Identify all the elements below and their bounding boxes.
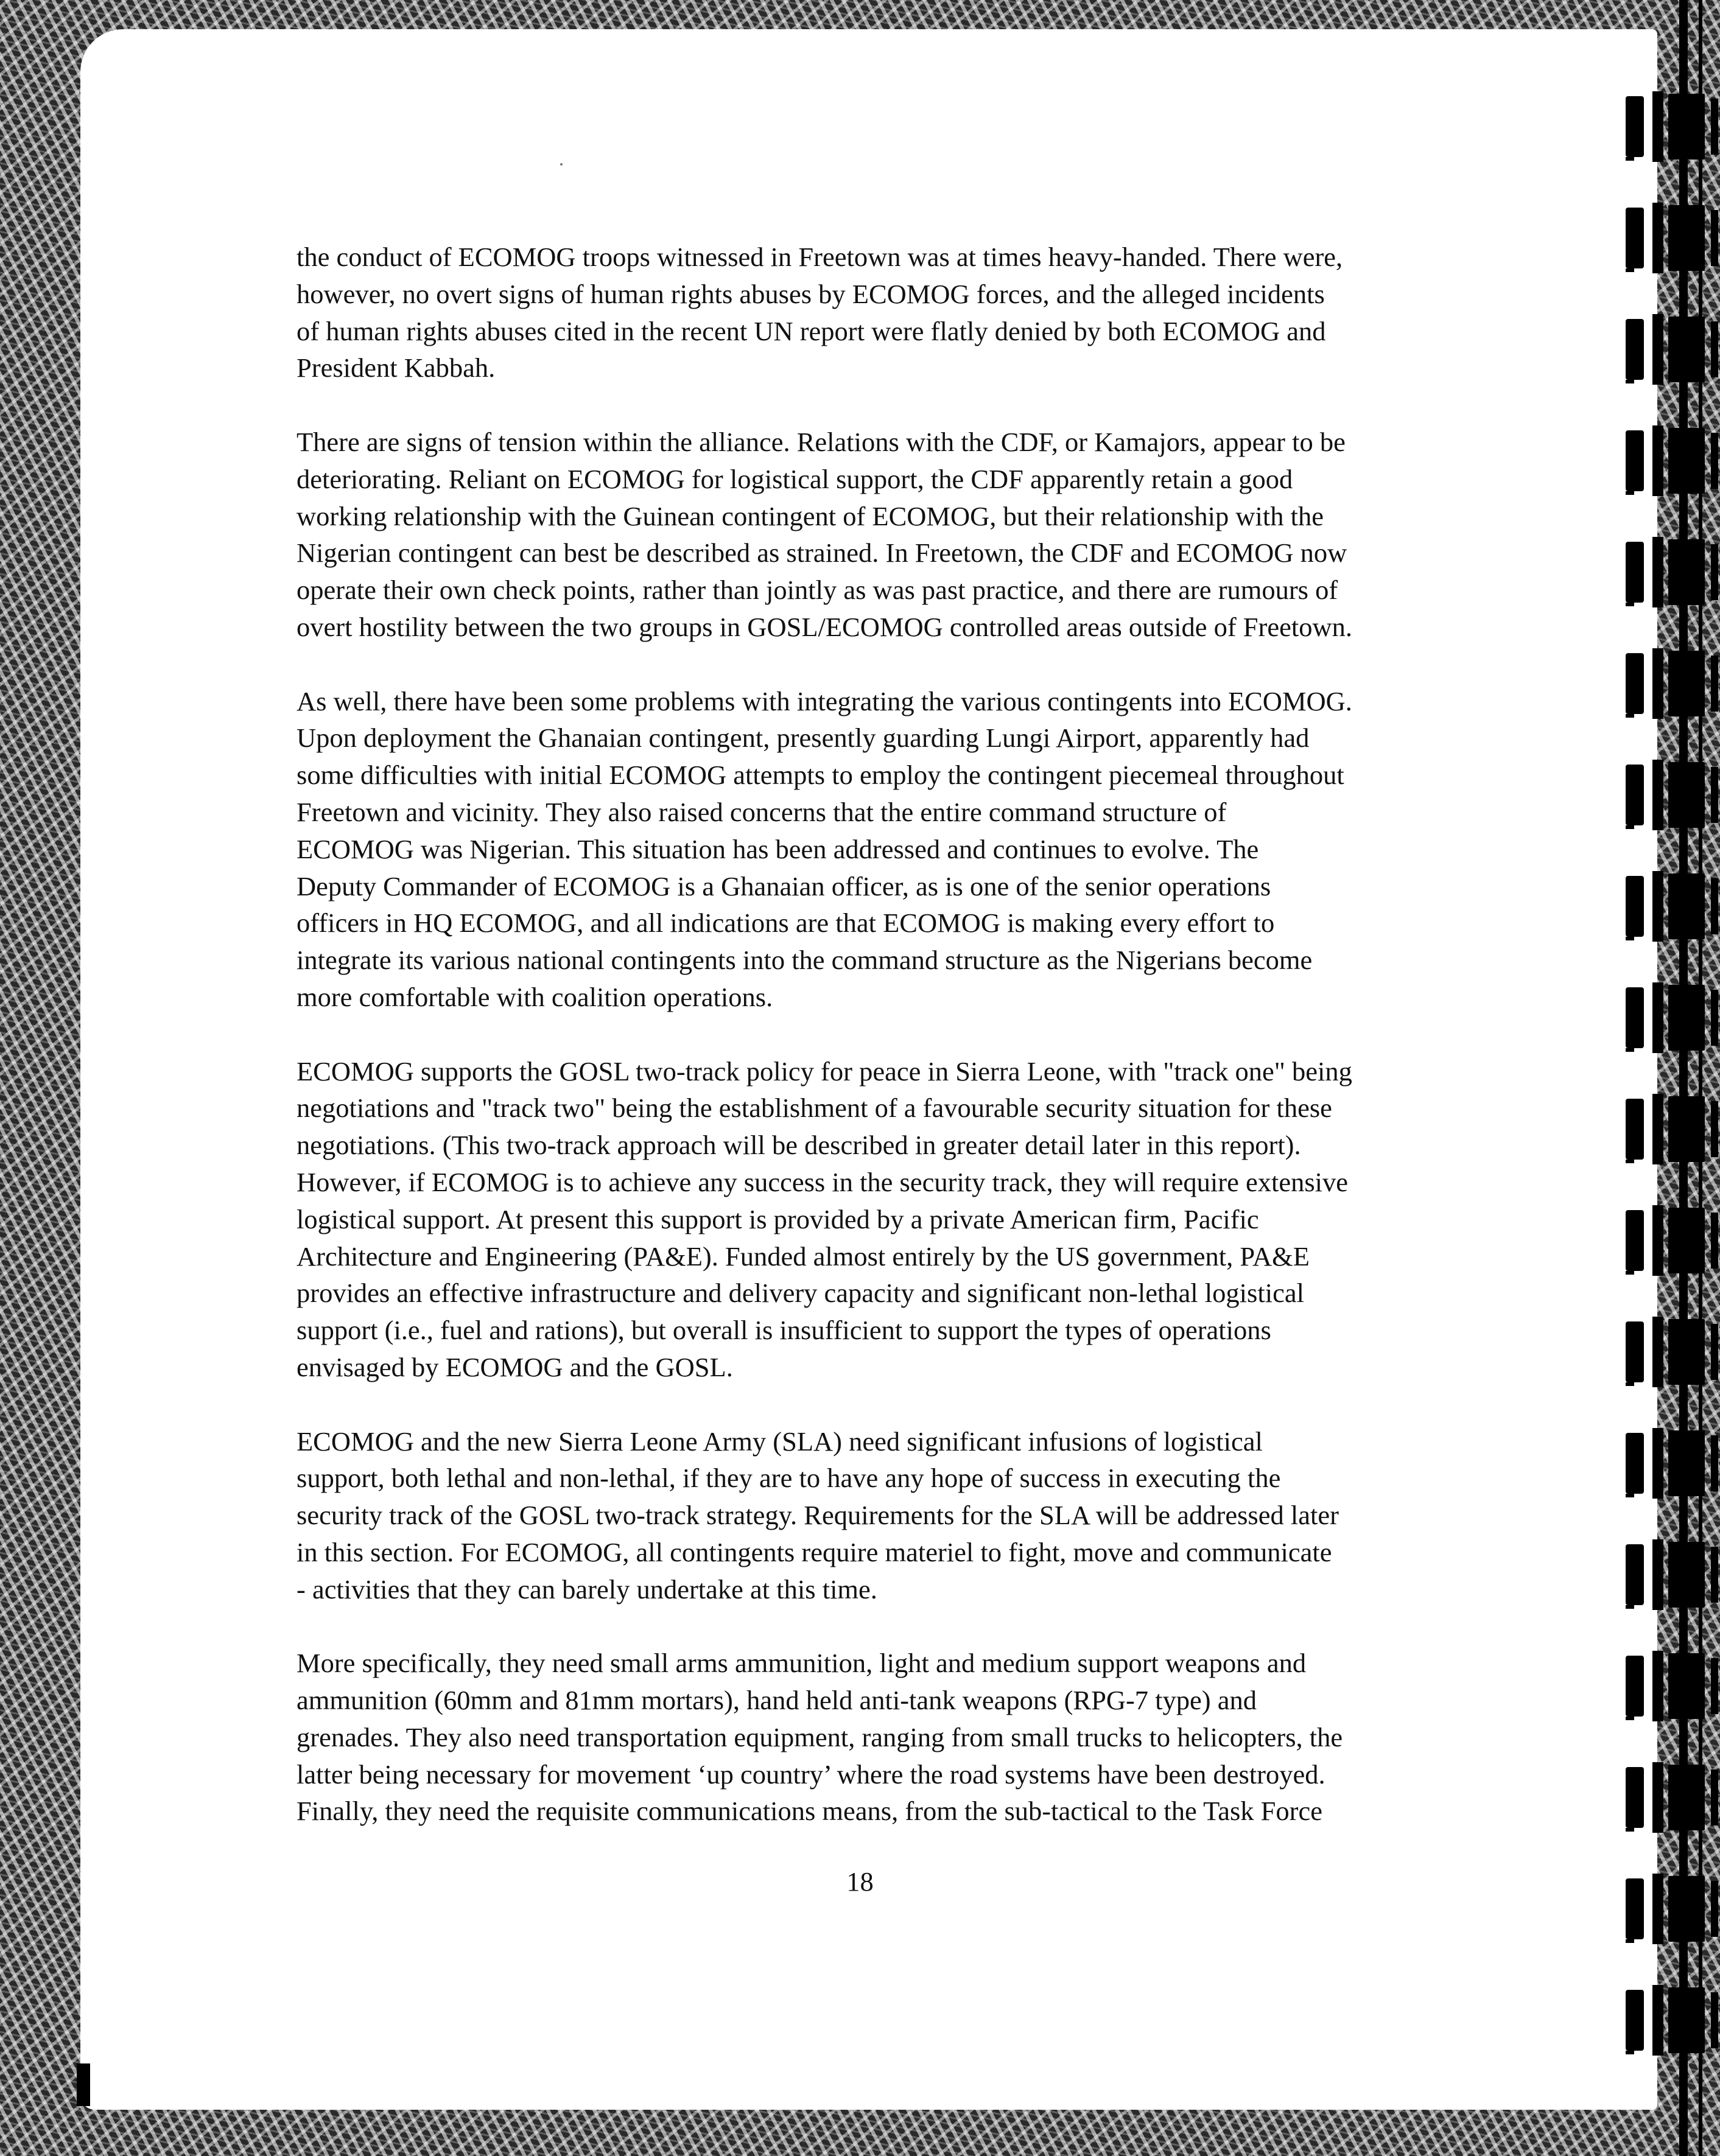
text-line: overt hostility between the two groups in GOSL/ECOMOG controlled areas outside of Freetown. bbox=[297, 611, 1352, 642]
text-line: the conduct of ECOMOG troops witnessed in Freetown was at times heavy-handed. There were, bbox=[297, 242, 1343, 272]
binding-ring bbox=[1626, 1539, 1720, 1610]
binding-ring bbox=[1626, 1985, 1720, 2056]
text-line: Deputy Commander of ECOMOG is a Ghanaian officer, as is one of the senior operations bbox=[297, 870, 1271, 901]
text-line: Nigerian contingent can best be described as strained. In Freetown, the CDF and ECOMOG now bbox=[297, 537, 1347, 569]
text-line: ammunition (60mm and 81mm mortars), hand held anti-tank weapons (RPG-7 type) and bbox=[297, 1685, 1257, 1716]
page-corner-mark bbox=[77, 2063, 90, 2106]
binding-ring bbox=[1626, 1651, 1720, 1721]
text-line: support (i.e., fuel and rations), but overall is insufficient to support the types of operations bbox=[297, 1315, 1271, 1346]
text-line: As well, there have been some problems with integrating the various contingents into ECOMOG. bbox=[297, 685, 1352, 716]
text-line: in this section. For ECOMOG, all contingents require materiel to fight, move and communicate bbox=[297, 1536, 1332, 1567]
text-line: More specifically, they need small arms ammunition, light and medium support weapons and bbox=[297, 1648, 1307, 1679]
paragraph-5 bbox=[297, 1423, 1514, 1608]
text-line: Finally, they need the requisite communications means, from the sub-tactical to the Task Force bbox=[297, 1796, 1322, 1827]
text-line: logistical support. At present this support is provided by a private American firm, Pacific bbox=[297, 1203, 1259, 1234]
document-body bbox=[297, 239, 1514, 1867]
text-line: ECOMOG supports the GOSL two-track policy for peace in Sierra Leone, with "track one" being bbox=[297, 1055, 1352, 1087]
text-line: However, if ECOMOG is to achieve any success in the security track, they will require extensive bbox=[297, 1166, 1349, 1197]
paragraph-1 bbox=[297, 239, 1514, 387]
text-line: President Kabbah. bbox=[297, 352, 496, 383]
binding-ring bbox=[1626, 314, 1720, 385]
binding-ring bbox=[1626, 1762, 1720, 1833]
text-line: ECOMOG and the new Sierra Leone Army (SLA) need significant infusions of logistical bbox=[297, 1426, 1263, 1457]
text-line: Upon deployment the Ghanaian contingent, presently guarding Lungi Airport, apparently had bbox=[297, 723, 1310, 754]
paragraph-3 bbox=[297, 683, 1514, 1016]
text-line: - activities that they can barely undertake at this time. bbox=[297, 1573, 877, 1605]
text-line: operate their own check points, rather than jointly as was past practice, and there are rumours of bbox=[297, 575, 1338, 606]
text-line: grenades. They also need transportation equipment, ranging from small trucks to helicopters, the bbox=[297, 1721, 1343, 1752]
text-line: deteriorating. Reliant on ECOMOG for logistical support, the CDF apparently retain a good bbox=[297, 463, 1293, 494]
text-line: working relationship with the Guinean contingent of ECOMOG, but their relationship with the bbox=[297, 500, 1324, 531]
page-number: 18 bbox=[846, 1866, 874, 1897]
paragraph-2 bbox=[297, 424, 1514, 646]
text-line: officers in HQ ECOMOG, and all indications are that ECOMOG is making every effort to bbox=[297, 908, 1275, 939]
text-line: latter being necessary for movement ‘up country’ where the road systems have been destroyed. bbox=[297, 1759, 1325, 1790]
binding-ring bbox=[1626, 871, 1720, 942]
text-line: support, both lethal and non-lethal, if they are to have any hope of success in executing the bbox=[297, 1463, 1281, 1494]
text-line: more comfortable with coalition operations. bbox=[297, 981, 773, 1012]
binding-ring bbox=[1626, 203, 1720, 273]
text-line: integrate its various national contingents into the command structure as the Nigerians become bbox=[297, 945, 1313, 976]
binding-ring bbox=[1626, 1317, 1720, 1387]
binding-ring bbox=[1626, 648, 1720, 719]
binding-ring bbox=[1626, 760, 1720, 830]
text-line: ECOMOG was Nigerian. This situation has been addressed and continues to evolve. The bbox=[297, 833, 1259, 864]
text-line: of human rights abuses cited in the recent UN report were flatly denied by both ECOMOG and bbox=[297, 315, 1326, 346]
binding-ring bbox=[1626, 1428, 1720, 1499]
binding-ring bbox=[1626, 425, 1720, 496]
text-line: Architecture and Engineering (PA&E). Funded almost entirely by the US government, PA&E bbox=[297, 1241, 1310, 1272]
scan-speck bbox=[560, 163, 563, 166]
binding-ring bbox=[1626, 91, 1720, 162]
binding-ring bbox=[1626, 1094, 1720, 1164]
binding-ring bbox=[1626, 537, 1720, 607]
paragraph-6 bbox=[297, 1645, 1514, 1830]
text-line: negotiations. (This two-track approach will be described in greater detail later in this report). bbox=[297, 1130, 1301, 1161]
text-line: some difficulties with initial ECOMOG attempts to employ the contingent piecemeal throughout bbox=[297, 760, 1344, 791]
text-line: however, no overt signs of human rights abuses by ECOMOG forces, and the alleged incidents bbox=[297, 278, 1325, 309]
text-line: Freetown and vicinity. They also raised concerns that the entire command structure of bbox=[297, 796, 1227, 827]
text-line: There are signs of tension within the alliance. Relations with the CDF, or Kamajors, appear to be bbox=[297, 426, 1346, 457]
text-line: provides an effective infrastructure and delivery capacity and significant non-lethal logistical bbox=[297, 1278, 1304, 1309]
binding-ring bbox=[1626, 982, 1720, 1053]
paragraph-4 bbox=[297, 1053, 1514, 1386]
text-line: negotiations and "track two" being the establishment of a favourable security situation for these bbox=[297, 1093, 1332, 1124]
spiral-binding bbox=[1601, 0, 1720, 2156]
text-line: envisaged by ECOMOG and the GOSL. bbox=[297, 1351, 733, 1382]
binding-ring bbox=[1626, 1205, 1720, 1276]
text-line: security track of the GOSL two-track strategy. Requirements for the SLA will be addressed later bbox=[297, 1500, 1339, 1531]
